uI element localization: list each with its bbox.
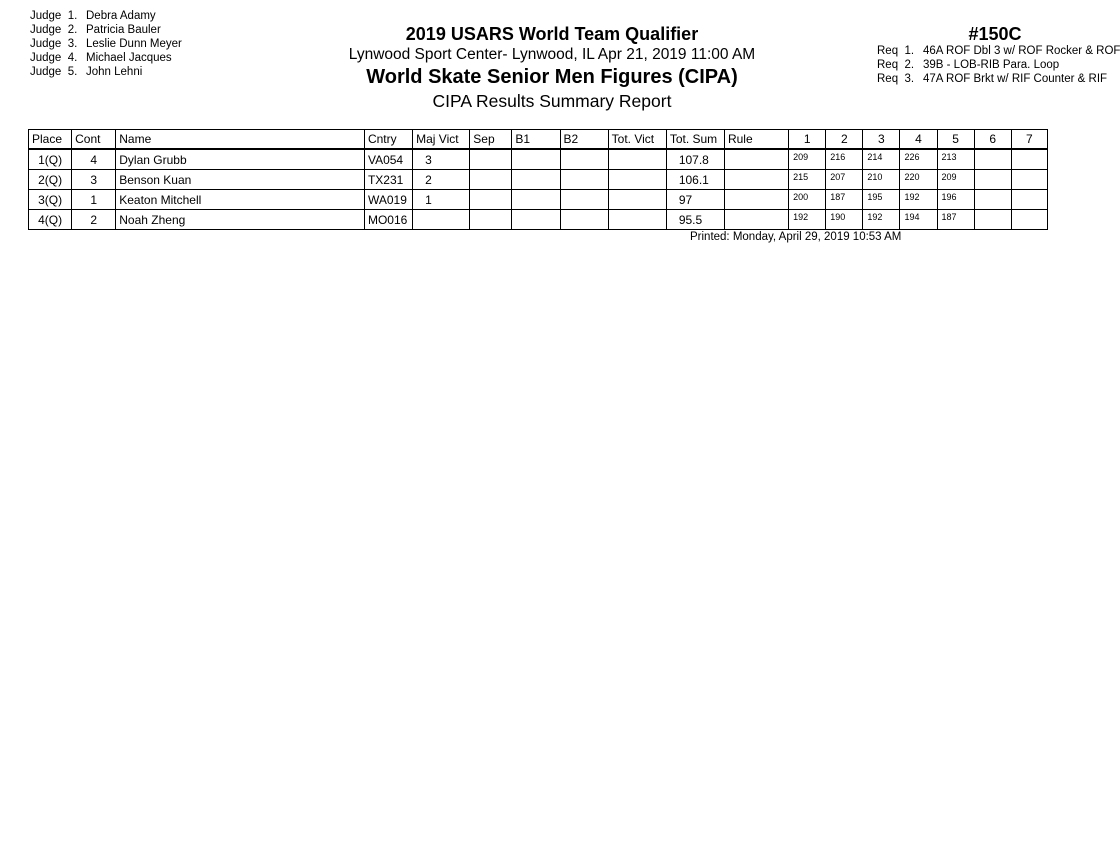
country-cell: MO016: [364, 210, 412, 230]
judge-number: 3.: [67, 38, 78, 50]
req-label: Req: [877, 73, 899, 85]
event-title: 2019 USARS World Team Qualifier: [405, 24, 699, 44]
rule-cell: [724, 170, 788, 190]
judge-score-cell: 192: [789, 210, 826, 230]
table-row: [29, 149, 1048, 170]
b2-cell: [560, 149, 608, 170]
judge-score-cell: [1011, 190, 1047, 210]
judge-score-cell: 194: [900, 210, 937, 230]
judge-label: Judge: [30, 52, 62, 64]
column-header: Tot. Sum: [666, 130, 724, 150]
req-number: 2.: [904, 59, 915, 71]
judge-number: 4.: [67, 52, 78, 64]
judge-number: 5.: [67, 66, 78, 78]
judge-score-cell: 187: [937, 210, 974, 230]
judge-label: Judge: [30, 10, 62, 22]
judge-score-cell: [974, 170, 1011, 190]
maj-vict-cell: 3: [413, 149, 470, 170]
results-table: [28, 129, 1048, 230]
req-text: 47A ROF Brkt w/ RIF Counter & RIF: [923, 73, 1108, 85]
b2-cell: [560, 210, 608, 230]
table-row: [29, 210, 1048, 230]
column-header: Cntry: [364, 130, 412, 150]
judge-score-cell: [1011, 170, 1047, 190]
report-title: CIPA Results Summary Report: [432, 91, 672, 111]
name-cell: Noah Zheng: [116, 210, 365, 230]
judges-list: [30, 9, 182, 79]
column-header: Maj Vict: [413, 130, 470, 150]
judge-name: Leslie Dunn Meyer: [86, 38, 182, 50]
sep-cell: [470, 170, 512, 190]
sep-cell: [470, 190, 512, 210]
tot-sum-cell: 106.1: [666, 170, 724, 190]
judge-label: Judge: [30, 66, 62, 78]
cont-cell: 1: [72, 190, 116, 210]
tot-sum-cell: 97: [666, 190, 724, 210]
name-cell: Keaton Mitchell: [116, 190, 365, 210]
b2-cell: [560, 170, 608, 190]
column-header: Cont: [72, 130, 116, 150]
judge-column-header: 2: [826, 130, 863, 150]
judge-line: [30, 9, 182, 23]
cont-cell: 4: [72, 149, 116, 170]
judge-score-cell: [974, 149, 1011, 170]
b1-cell: [512, 210, 560, 230]
column-header: Name: [116, 130, 365, 150]
judge-label: Judge: [30, 24, 62, 36]
judge-score-cell: 209: [789, 149, 826, 170]
maj-vict-cell: [413, 210, 470, 230]
column-header: Place: [29, 130, 72, 150]
req-number: 1.: [904, 45, 915, 57]
req-text: 46A ROF Dbl 3 w/ ROF Rocker & ROF: [923, 45, 1120, 57]
req-label: Req: [877, 45, 899, 57]
column-header: Sep: [470, 130, 512, 150]
place-cell: 2(Q): [29, 170, 72, 190]
name-cell: Dylan Grubb: [116, 149, 365, 170]
judge-score-cell: 196: [937, 190, 974, 210]
judge-column-header: 3: [863, 130, 900, 150]
table-row: [29, 170, 1048, 190]
tot-sum-cell: 107.8: [666, 149, 724, 170]
event-code: #150C: [968, 24, 1022, 44]
judge-column-header: 4: [900, 130, 937, 150]
req-label: Req: [877, 59, 899, 71]
judge-name: Michael Jacques: [86, 52, 172, 64]
maj-vict-cell: 2: [413, 170, 470, 190]
venue-line: Lynwood Sport Center- Lynwood, IL Apr 21, 2019 11:00 AM: [348, 46, 756, 63]
judge-name: John Lehni: [86, 66, 143, 78]
maj-vict-cell: 1: [413, 190, 470, 210]
place-cell: 4(Q): [29, 210, 72, 230]
b1-cell: [512, 170, 560, 190]
rule-cell: [724, 149, 788, 170]
column-header: B1: [512, 130, 560, 150]
name-cell: Benson Kuan: [116, 170, 365, 190]
judge-score-cell: 195: [863, 190, 900, 210]
judge-number: 1.: [67, 10, 78, 22]
table-header-row: [29, 130, 1048, 150]
judge-name: Debra Adamy: [86, 10, 156, 22]
judge-score-cell: 220: [900, 170, 937, 190]
cont-cell: 3: [72, 170, 116, 190]
judge-score-cell: 209: [937, 170, 974, 190]
tot-sum-cell: 95.5: [666, 210, 724, 230]
sep-cell: [470, 210, 512, 230]
judge-line: [30, 65, 182, 79]
sep-cell: [470, 149, 512, 170]
req-text: 39B - LOB-RIB Para. Loop: [923, 59, 1060, 71]
judge-line: [30, 51, 182, 65]
tot-vict-cell: [608, 190, 666, 210]
judge-name: Patricia Bauler: [86, 24, 161, 36]
judge-score-cell: [974, 190, 1011, 210]
b1-cell: [512, 149, 560, 170]
judge-score-cell: 215: [789, 170, 826, 190]
requirement-line: [877, 44, 1120, 58]
judge-column-header: 6: [974, 130, 1011, 150]
rule-cell: [724, 190, 788, 210]
judge-score-cell: [974, 210, 1011, 230]
place-cell: 1(Q): [29, 149, 72, 170]
requirement-line: [877, 58, 1100, 72]
judge-column-header: 7: [1011, 130, 1047, 150]
req-number: 3.: [904, 73, 915, 85]
judge-score-cell: [1011, 210, 1047, 230]
judge-line: [30, 23, 182, 37]
judge-score-cell: 226: [900, 149, 937, 170]
judge-score-cell: 200: [789, 190, 826, 210]
tot-vict-cell: [608, 210, 666, 230]
judge-score-cell: 210: [863, 170, 900, 190]
judge-score-cell: 213: [937, 149, 974, 170]
judge-score-cell: 207: [826, 170, 863, 190]
b2-cell: [560, 190, 608, 210]
judge-label: Judge: [30, 38, 62, 50]
judge-score-cell: [1011, 149, 1047, 170]
judge-score-cell: 216: [826, 149, 863, 170]
judge-line: [30, 37, 182, 51]
place-cell: 3(Q): [29, 190, 72, 210]
country-cell: TX231: [364, 170, 412, 190]
tot-vict-cell: [608, 149, 666, 170]
table-row: [29, 190, 1048, 210]
cont-cell: 2: [72, 210, 116, 230]
column-header: Rule: [724, 130, 788, 150]
printed-timestamp: Printed: Monday, April 29, 2019 10:53 AM: [690, 231, 902, 243]
country-cell: VA054: [364, 149, 412, 170]
column-header: B2: [560, 130, 608, 150]
judge-score-cell: 214: [863, 149, 900, 170]
figure-title: World Skate Senior Men Figures (CIPA): [366, 66, 738, 88]
rule-cell: [724, 210, 788, 230]
judge-column-header: 5: [937, 130, 974, 150]
judge-score-cell: 192: [863, 210, 900, 230]
tot-vict-cell: [608, 170, 666, 190]
report-header: [300, 24, 804, 113]
requirements-list: [877, 44, 1120, 86]
b1-cell: [512, 190, 560, 210]
judge-score-cell: 187: [826, 190, 863, 210]
requirement-line: [877, 72, 1108, 86]
judge-score-cell: 190: [826, 210, 863, 230]
judge-number: 2.: [67, 24, 78, 36]
judge-score-cell: 192: [900, 190, 937, 210]
country-cell: WA019: [364, 190, 412, 210]
judge-column-header: 1: [789, 130, 826, 150]
column-header: Tot. Vict: [608, 130, 666, 150]
